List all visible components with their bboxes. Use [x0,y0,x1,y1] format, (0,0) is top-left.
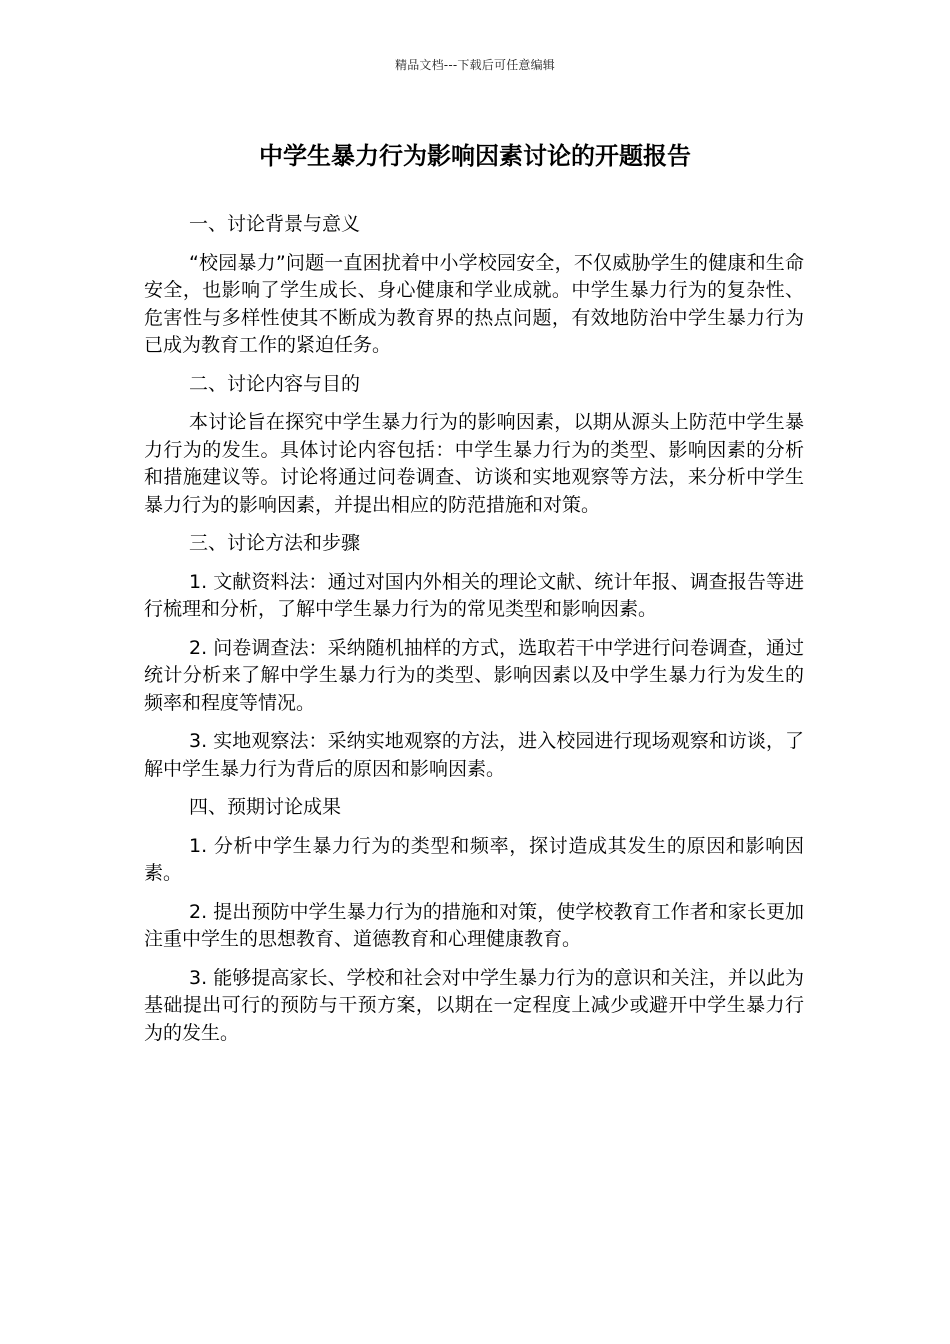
paragraph-outcome-analysis: 1. 分析中学生暴力行为的类型和频率，探讨造成其发生的原因和影响因素。 [144,834,804,884]
paragraph-method-observation: 3. 实地观察法：采纳实地观察的方法，进入校园进行现场观察和访谈，了解中学生暴力行为背后的原因和影响因素。 [144,730,804,780]
section-heading-methods: 三、讨论方法和步骤 [189,532,361,554]
paragraph-outcome-awareness: 3. 能够提高家长、学校和社会对中学生暴力行为的意识和关注，并以此为基础提出可行的预防与干预方案，以期在一定程度上减少或避开中学生暴力行为的发生。 [144,966,804,1044]
document-title: 中学生暴力行为影响因素讨论的开题报告 [259,142,691,170]
paragraph-method-survey: 2. 问卷调查法：采纳随机抽样的方式，选取若干中学进行问卷调查，通过统计分析来了解中学生暴力行为的类型、影响因素以及中学生暴力行为发生的频率和程度等情况。 [144,636,804,714]
paragraph-background: “校园暴力”问题一直困扰着中小学校园安全，不仅威胁学生的健康和生命安全，也影响了学生成长、身心健康和学业成就。中学生暴力行为的复杂性、危害性与多样性使其不断成为教育界的热点问题，有效地防治中学生暴力行为已成为教育工作的紧迫任务。 [144,251,804,356]
paragraph-outcome-measures: 2. 提出预防中学生暴力行为的措施和对策，使学校教育工作者和家长更加注重中学生的思想教育、道德教育和心理健康教育。 [144,900,804,950]
document-body [144,211,804,1058]
section-heading-content: 二、讨论内容与目的 [189,372,361,395]
paragraph-method-literature: 1. 文献资料法：通过对国内外相关的理论文献、统计年报、调查报告等进行梳理和分析，了解中学生暴力行为的常见类型和影响因素。 [144,570,804,620]
paragraph-content: 本讨论旨在探究中学生暴力行为的影响因素，以期从源头上防范中学生暴力行为的发生。具体讨论内容包括：中学生暴力行为的类型、影响因素的分析和措施建议等。讨论将通过问卷调查、访谈和实地观察等方法，来分析中学生暴力行为的影响因素，并提出相应的防范措施和对策。 [144,411,804,516]
section-heading-background: 一、讨论背景与意义 [189,213,361,235]
header-note: 精品文档---下载后可任意编辑 [395,58,555,72]
section-heading-outcomes: 四、预期讨论成果 [189,796,342,818]
